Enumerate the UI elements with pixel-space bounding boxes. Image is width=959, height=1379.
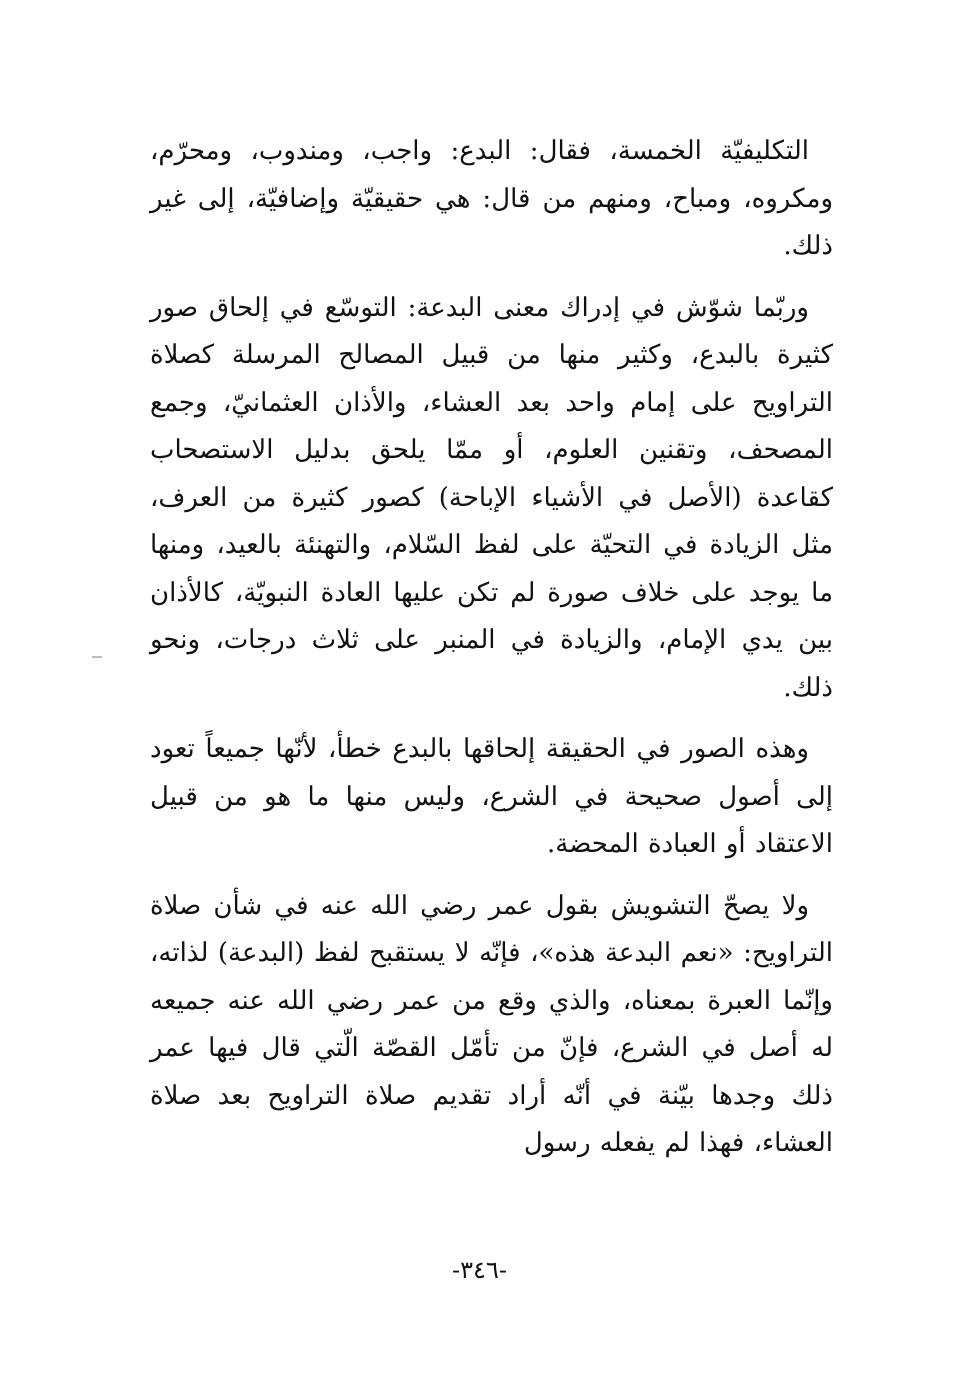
paragraph-1: التكليفيّة الخمسة، فقال: البدع: واجب، ومندوب، ومحرّم، ومكروه، ومباح، ومنهم من قال: هي حقيقيّة وإضافيّة، إلى غير ذلك.: [150, 136, 833, 261]
paragraph-3: وهذه الصور في الحقيقة إلحاقها بالبدع خطأ، لأنّها جميعاً تعود إلى أصول صحيحة في الشرع، وليس منها ما هو من قبيل الاعتقاد أو العبادة المحضة.: [150, 734, 834, 859]
page-number: -٣٤٦-: [452, 1256, 507, 1284]
paragraph-2: وربّما شوّش في إدراك معنى البدعة: التوسّع في إلحاق صور كثيرة بالبدع، وكثير منها من قبيل المصالح المرسلة كصلاة التراويح على إمام واحد بعد العشاء، والأذان العثمانيّ، وجمع المصحف، وتقنين العلوم، أو ممّا يلحق بدليل الاستصحاب كقاعدة (الأصل في الأشياء الإباحة) كصور كثيرة من العرف، مثل الزيادة في التحيّة على لفظ السّلام، والتهنئة بالعيد، ومنها ما يوجد على خلاف صورة لم تكن عليها العادة النبويّة، كالأذان بين يدي الإمام، والزيادة في المنبر على ثلاث درجات، ونحو ذلك.: [150, 292, 833, 703]
body-text: [150, 128, 833, 1182]
margin-mark: [92, 656, 102, 658]
paragraph-4: ولا يصحّ التشويش بقول عمر رضي الله عنه في شأن صلاة التراويح: «نعم البدعة هذه»، فإنّه لا يستقبح لفظ (البدعة) لذاته، وإنّما العبرة بمعناه، والذي وقع من عمر رضي الله عنه جميعه له أصل في الشرع، فإنّ من تأمّل القصّة الّتي قال فيها عمر ذلك وجدها بيّنة في أنّه أراد تقديم صلاة التراويح بعد صلاة العشاء، فهذا لم يفعله رسول: [150, 890, 833, 1158]
